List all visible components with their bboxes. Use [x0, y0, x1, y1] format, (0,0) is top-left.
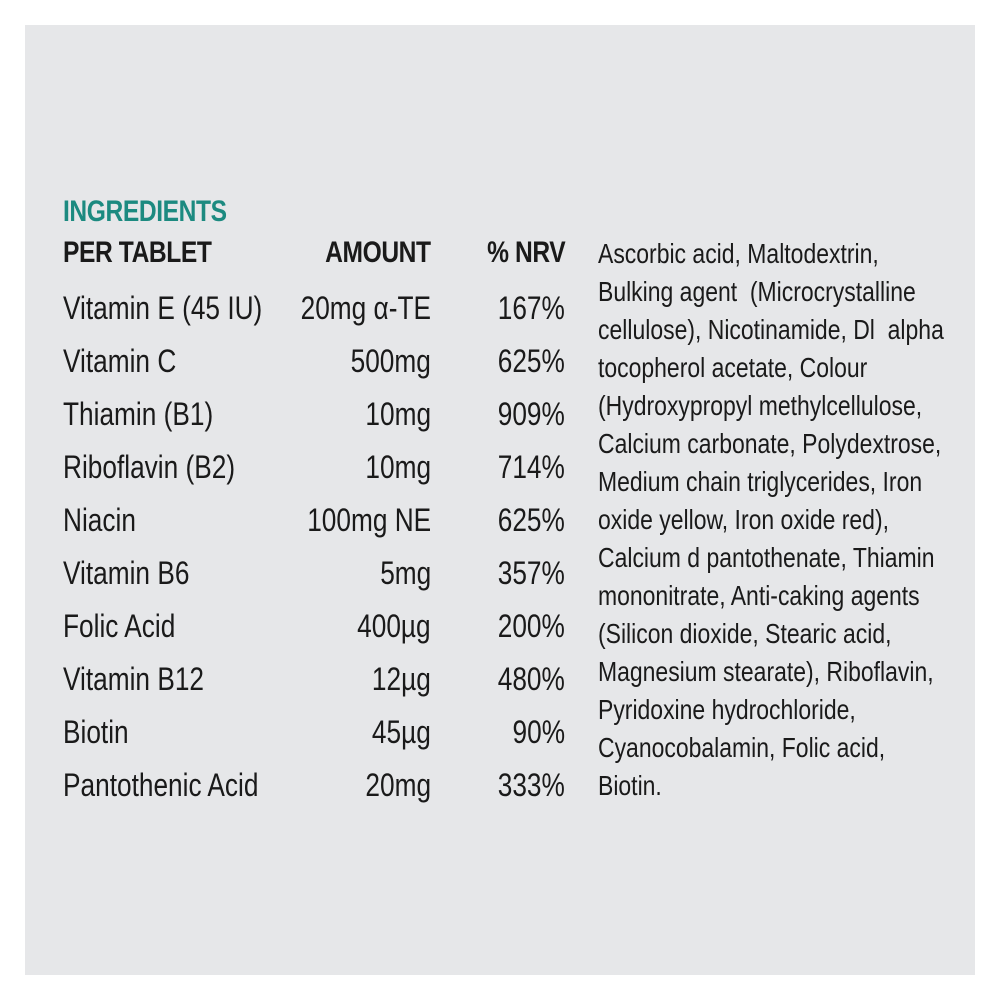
header-amount: AMOUNT: [325, 236, 431, 269]
nutrient-nrv: 357%: [497, 555, 565, 591]
nutrient-nrv: 625%: [497, 502, 565, 538]
nutrition-table: [63, 228, 568, 814]
nutrient-nrv: 625%: [497, 343, 565, 379]
ingredients-line: Pyridoxine hydrochloride,: [598, 694, 856, 725]
nutrient-name: Vitamin B12: [63, 661, 205, 697]
nutrient-amount: 10mg: [365, 396, 431, 432]
nutrient-name: Folic Acid: [63, 608, 176, 644]
nutrient-nrv: 90%: [512, 714, 565, 750]
table-row: [63, 496, 568, 549]
nutrient-name: Vitamin C: [63, 343, 177, 379]
nutrient-name: Biotin: [63, 714, 129, 750]
ingredients-line: Ascorbic acid, Maltodextrin,: [598, 238, 879, 269]
table-row: [63, 549, 568, 602]
ingredients-line: (Hydroxypropyl methylcellulose,: [598, 390, 923, 421]
nutrient-name: Pantothenic Acid: [63, 767, 259, 803]
table-row: [63, 284, 568, 337]
ingredients-line: Magnesium stearate), Riboflavin,: [598, 656, 934, 687]
ingredients-line: Medium chain triglycerides, Iron: [598, 466, 923, 497]
nutrient-name: Vitamin E (45 IU): [63, 290, 263, 326]
ingredients-heading: INGREDIENTS: [63, 195, 227, 228]
table-row: [63, 708, 568, 761]
ingredients-line: oxide yellow, Iron oxide red),: [598, 504, 889, 535]
ingredients-list: [598, 235, 942, 805]
nutrient-nrv: 333%: [497, 767, 565, 803]
nutrient-name: Riboflavin (B2): [63, 449, 236, 485]
nutrient-nrv: 480%: [497, 661, 565, 697]
table-row: [63, 390, 568, 443]
ingredients-line: Calcium carbonate, Polydextrose,: [598, 428, 942, 459]
nutrient-nrv: 909%: [497, 396, 565, 432]
ingredients-line: tocopherol acetate, Colour: [598, 352, 868, 383]
nutrient-amount: 5mg: [379, 555, 431, 591]
nutrient-amount: 12µg: [372, 661, 431, 697]
nutrient-amount: 10mg: [365, 449, 431, 485]
ingredients-line: Biotin.: [598, 770, 662, 801]
table-row: [63, 443, 568, 496]
nutrient-amount: 400µg: [357, 608, 431, 644]
table-body: [63, 284, 568, 814]
nutrient-amount: 45µg: [372, 714, 431, 750]
ingredients-line: mononitrate, Anti-caking agents: [598, 580, 920, 611]
table-row: [63, 602, 568, 655]
ingredients-line: cellulose), Nicotinamide, Dl alpha: [598, 314, 944, 345]
nutrient-name: Thiamin (B1): [63, 396, 214, 432]
ingredients-line: Cyanocobalamin, Folic acid,: [598, 732, 886, 763]
header-per-tablet: PER TABLET: [63, 236, 212, 269]
ingredients-line: Calcium d pantothenate, Thiamin: [598, 542, 935, 573]
nutrient-amount: 20mg: [365, 767, 431, 803]
nutrient-nrv: 714%: [497, 449, 565, 485]
ingredients-line: (Silicon dioxide, Stearic acid,: [598, 618, 892, 649]
table-row: [63, 655, 568, 708]
table-header-row: [63, 228, 568, 284]
nutrient-amount: 20mg α-TE: [300, 290, 431, 326]
ingredients-line: Bulking agent (Microcrystalline: [598, 276, 916, 307]
nutrient-nrv: 200%: [497, 608, 565, 644]
nutrient-amount: 500mg: [350, 343, 431, 379]
header-nrv: % NRV: [486, 236, 565, 269]
table-row: [63, 337, 568, 390]
nutrient-name: Vitamin B6: [63, 555, 190, 591]
table-row: [63, 761, 568, 814]
nutrient-amount: 100mg NE: [307, 502, 431, 538]
nutrient-nrv: 167%: [497, 290, 565, 326]
nutrient-name: Niacin: [63, 502, 136, 538]
